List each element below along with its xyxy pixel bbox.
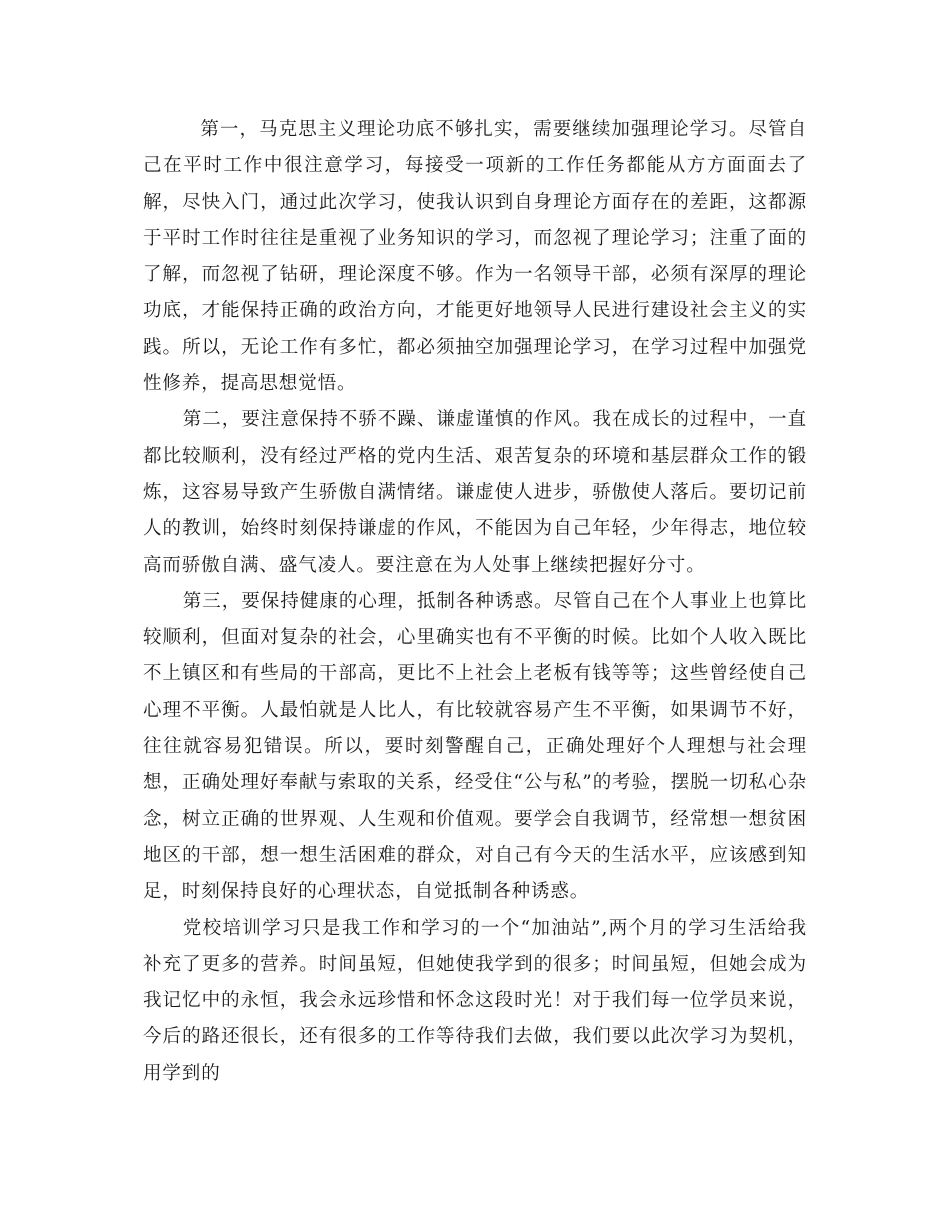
- paragraph-4: 党校培训学习只是我工作和学习的一个“加油站”,两个月的学习生活给我补充了更多的营养。时间虽短，但她使我学到的很多；时间虽短，但她会成为我记忆中的永恒，我会永远珍惜和怀念这段时光！对于我们每一位学员来说，今后的路还很长，还有很多的工作等待我们去做，我们要以此次学习为契机，用学到的: [143, 917, 807, 1084]
- paragraph-2: 第二，要注意保持不骄不躁、谦虚谨慎的作风。我在成长的过程中，一直都比较顺利，没有经过严格的党内生活、艰苦复杂的环境和基层群众工作的锻炼，这容易导致产生骄傲自满情绪。谦虚使人进步，骄傲使人落后。要切记前人的教训，始终时刻保持谦虚的作风，不能因为自己年轻，少年得志，地位较高而骄傲自满、盛气凌人。要注意在为人处事上继续把握好分寸。: [143, 409, 807, 576]
- paragraph-3: 第三，要保持健康的心理，抵制各种诱惑。尽管自己在个人事业上也算比较顺利，但面对复杂的社会，心里确实也有不平衡的时候。比如个人收入既比不上镇区和有些局的干部高，更比不上社会上老板有钱等等；这些曾经使自己心理不平衡。人最怕就是人比人，有比较就容易产生不平衡，如果调节不好，往往就容易犯错误。所以，要时刻警醒自己，正确处理好个人理想与社会理想，正确处理好奉献与索取的关系，经受住“公与私”的考验，摆脱一切私心杂念，树立正确的世界观、人生观和价值观。要学会自我调节，经常想一想贫困地区的干部，想一想生活困难的群众，对自己有今天的生活水平，应该感到知足，时刻保持良好的心理状态，自觉抵制各种诱惑。: [143, 590, 807, 903]
- paragraph-1: 第一，马克思主义理论功底不够扎实，需要继续加强理论学习。尽管自己在平时工作中很注意学习，每接受一项新的工作任务都能从方方面面去了解，尽快入门，通过此次学习，使我认识到自身理论方面存在的差距，这都源于平时工作时往往是重视了业务知识的学习，而忽视了理论学习；注重了面的了解，而忽视了钻研，理论深度不够。作为一名领导干部，必须有深厚的理论功底，才能保持正确的政治方向，才能更好地领导人民进行建设社会主义的实践。所以，无论工作有多忙，都必须抽空加强理论学习，在学习过程中加强党性修养，提高思想觉悟。: [143, 119, 807, 395]
- document-body: [143, 112, 807, 1092]
